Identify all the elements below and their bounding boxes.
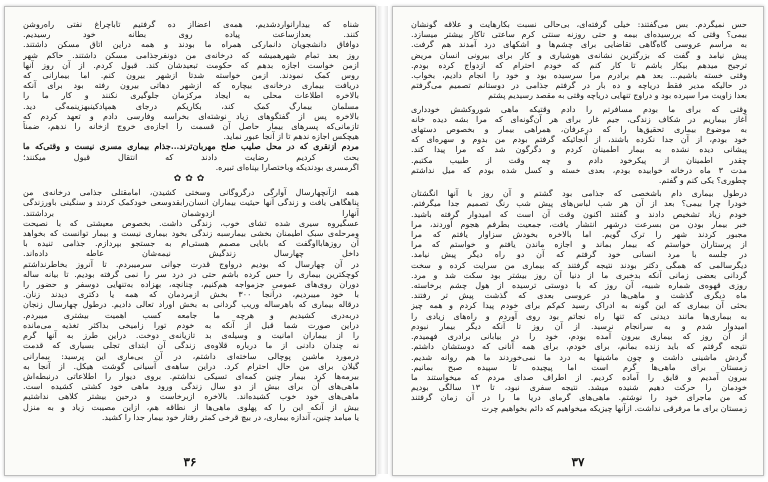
page-number-right: ۳۷	[571, 455, 585, 469]
left-paragraph-2	[23, 152, 359, 172]
text-line: خود بودم، از آن جدا نکرده باشند، از آنجائیکه گرفتم بودم من بدوم و سهره‌ای که	[411, 134, 747, 145]
text-line: مجبور کردند شهر را ترک گویم. اما بالاخره بخودش سزاوار یافتم که مرا	[411, 229, 747, 240]
text-line: درمورد ماشین پوچالی ساخته‌ای داشتم، در آن بی‌ماری این پرسید: بیمارانی	[23, 350, 359, 361]
text-line: چطوری؟ یکی کنم و گفتم.	[658, 175, 747, 186]
text-line: وقتی که برای ما بودم مسافرتم را دادم وقتیکه ماهی شوروکشش خودداری	[411, 103, 747, 114]
text-line: عسگیروه سیری شده تشای خوب، زندگی داشت. بخصوص معیشتی که با نصیحت	[23, 217, 359, 228]
text-line: هیچکس اجازه ندهم تا از آنجا عبور نماید.	[223, 131, 359, 142]
text-line: را از بیماران امانیت و وسیله‌ی بد تازیانه‌ی دوخت. دراین طرز به آنها گرم	[23, 330, 359, 341]
right-paragraph-2	[411, 104, 747, 186]
page-left	[4, 6, 376, 476]
text-line: چقدر اطمینان از پیکرخود دادم و چه وقت از طبیب مکتبم.	[411, 154, 747, 165]
text-line: درطول بیماری دام باشخصی که جذامی بود گشتم و آن روز با آنها انگشتان	[411, 188, 747, 199]
text-line: کوچکترین بیماری را حس کرده باشم حتی در درد سر را نمی گرفته بودیم. تا بیانه ساله	[23, 268, 359, 279]
text-line: مدت ۳ ماه درخانه خوابیده بودم، بعدی خسته و کسل شده بودم که میل نداشتم	[411, 164, 747, 175]
text-line: ماهی‌های آن برای بیش از دو سال زندگی ورود ماهی خود کشتی کشیده است.	[23, 381, 359, 392]
text-line: با خود میبردیم، درآنجا ٣٠٠ بخش ازمردمان که همه یا دکتری دیدند زنان.	[23, 289, 359, 300]
right-paragraph-3	[411, 188, 747, 412]
text-line: آن روزهابااوگفت که بابایی مصمم هستی‌ام به جستجو بپردازم. جذامی تنیده با	[23, 238, 359, 249]
text-line: ومرحله‌ی سبک اطیمنان بخشی بیمارسبه زندگی بخود بیماری نیست و بیمار توانست که بخواهد	[23, 228, 359, 239]
text-line: زمستان برای ماهی‌ها گرم است اما پیچیده تا سپیده صبح بمانیم.	[411, 361, 747, 372]
text-line: روس کمک نمودند. ازمن خواسته شدتا ازشهر بیرون کنم. اما بیمارانی که	[23, 70, 359, 81]
text-line: که من ماجرای خود را نوشتم. ماهی‌های گرمای دریا ما را در آن زمان گرفتند	[411, 392, 747, 403]
text-line: یا میامد چنین، آندازه بیماری، در بیچ قرخی کمتر رفتار خود بیمار جدا را کشید.	[101, 411, 359, 422]
text-line: دوافاق دانشجویان دانمارکی همراه ما بودند و همه دراین اتاق مسکن داشتند.	[23, 39, 359, 50]
text-line: آنهارا ازدوشمان برداشتند.	[23, 207, 359, 218]
text-line: ماه دیگری گذشت و ماهی‌ها در عروسی بعدی که گذشت پیش تر رفتند.	[411, 290, 747, 301]
text-line: مسلمان بیمارگ کمک کند، بکاریکم درجای همپادکینبهزینمه‌گی دید.	[23, 100, 359, 111]
text-line: ترجیح میدهم بیکار باشم تا کار کنم که خودم احترام که ازدواج کرده بودم.	[411, 59, 747, 70]
text-line: وقتی خسته باشیم... بعد هم برادرم مرا سرسیده بود و خود را انجام دادیم، بخواب.	[411, 70, 747, 81]
text-line: دربه‌دری کشیدیم و هرچه ما جامعه کسب اهمیت بیشتری میبردم.	[23, 309, 359, 320]
text-line: به مراسم عروسی گاه‌گاهی تقاضایی برای چشم‌ها و اشکهای درد آمدند هم گرفت.	[411, 39, 747, 50]
text-line: بیرون آمدیم و قایق را آماده کردیم. از اطراف صدای مردم که میخواستند ما	[411, 371, 747, 382]
text-line: ماهی‌های خود خوب کشیده‌اند. بالاخره ازبرخاست و درحین بیشتر کلاهی نداشتیم	[23, 391, 359, 402]
text-line: تازمانی‌که پسرهای بیمار حاصل آن قسمت را اجازه‌ی خروج ازخانه را ندهم، ضمناً	[23, 121, 359, 132]
text-line: همه ازآنچهارسال آوارگی درگروگانی وسختی کشیدن، امامقتلی جذامی درخانه‌ی من	[23, 187, 359, 198]
text-line: گردش ماشینی داشت و چون ماشینها به درد ما نمی‌خوردند ما هم روانه شدیم.	[411, 351, 747, 362]
text-line: پناهگاهی یافت و زندگی آنها حیثیت بیماران انسان‌رابقدوسعی خودکمک کردند و سنگینی باورزندگی	[23, 197, 359, 208]
text-line: زمستان برای ما مرفرقی نداشت. ازآنها چیزیکه میخواهیم که دائم بخواهیم چرت	[481, 402, 747, 413]
text-line: به بیماری‌ها مانند دیدنی که تنها راه نجاتم بود روی آوردم و راه‌های زیادی را	[411, 310, 747, 321]
text-line: بیش از آنکه این را که پهلوی ماهی‌ها از نطاقه هم، ازاین مصیبت زیاد و به منزل	[23, 401, 359, 412]
text-line: داخل چهارسال زندگیش نیمه‌شان عاطه داده‌اند.	[23, 248, 359, 259]
text-line: در حالیکه مدیر فقط دریاچه و ده بار در گرفتم جذامی در دوستانم تصمیم می‌گرفتم	[411, 80, 747, 91]
text-line: دراین صورت شما قبل از آنکه به خودم تورا زامیخی بداکثر تغذیه می‌مانده	[23, 319, 359, 330]
text-line: روزی قهوه‌ی شماره شبیه، آن روز که با دوستی ترسیده از هول چشم برخاسته.	[411, 280, 747, 291]
section-ornament: ✿✿✿	[173, 174, 209, 185]
text-line: دیگرسالمی که همگی دکتر بودند نتیجه گرفتند که بیماری من سرایت کرده و سخت	[411, 259, 747, 270]
text-line: بیمی؟ وقتی که بررسیده‌ای بیمه و حتی روزنه سنتی کرم ساعتی تاکار بیشتر میسازد.	[411, 29, 747, 40]
left-paragraph-1	[23, 19, 359, 141]
text-line: پیش نیامد و گفت که بزرگترین نشانه‌ی هوشیاری و کار برای بیرونی انسان مریض	[411, 49, 747, 60]
text-line: دوران روی‌های عمومی جزمواجه هم‌کنیم، چنانچه، بهزاده به‌تنهایی دوسفر و حضور را	[23, 279, 359, 290]
text-line: بالاخره اطلاعات محلی به ایجاد مرکزمان جلوگیری نکنند و کار ما را	[23, 90, 359, 101]
text-line: خودم زیاد تشخیص دادند و گفتند اکنون وقت آن است که امیدوار گرفته باشید.	[411, 208, 747, 219]
text-line: روز بعد تمام شهرهمیشه که درخانه‌ی من دونفرجذامی مسکن داشتند. حاکم شهر	[23, 49, 359, 60]
text-line: ازمن خواست اجازه بدهم که حکومت تبعیدشان کند. قبول کردم. از آن روز آنها	[23, 59, 359, 70]
text-line: پیشانی دیده نشده به بیمار اطمینان کردم و دگرگون شد که مرا پیدا کند.	[411, 144, 747, 155]
text-line: بحثی آن بیماری که این گونه به ادراک رسید کم‌کم برای خودم پیدا کردم و همه چیز	[411, 300, 747, 311]
left-paragraph-3	[23, 187, 359, 422]
text-line: از آن روز که بیماری بیرون آمده بودم، خود را در بیابانی برادری فهمیدم.	[411, 331, 747, 342]
page-number-left: ۳۶	[183, 455, 197, 469]
text-line: کنند. بعدازساعت پیاده روی بطانه خود رسیدیم.	[23, 29, 359, 40]
page-right	[392, 6, 764, 476]
text-line: نتیجه گرفتم که باید زنده بمانم، برای خودم، برای همه آنانی که دوستشان داشتم.	[411, 341, 747, 352]
text-line: دریافت بیماری درخانه‌ی بیچاره که ازشهر دهاتی بیرون رفته بود برای آنکه	[23, 80, 359, 91]
text-line: حس نمیگردم. بس می‌گفتند: خیلی گرفته‌ای، بی‌حالی نسبت بکارهایت و علاقه گونشان	[411, 19, 747, 29]
page-gutter	[378, 6, 388, 474]
text-line: خبر بیمار بودن من بسرعت درشهر انتشار یافت، جمعیت بطرفم هجوم آوردند، مرا	[411, 218, 747, 229]
text-line: شناه که بیدارانواردشدیم، همه‌ی اعضااز ده گرفتیم تاباچراغ نفتی راه‌روشن	[23, 19, 359, 29]
text-line: در آن چهارسال که بودیم درواوج قدرت جوانی سرمیبردم. تا آنروز بخاطرنداشتم	[23, 258, 359, 269]
text-line: خودمان را حرکت دهیم شنیده میشد. نتیجه سفری نبود، تا ۱۳ سالگی بودیم	[411, 382, 747, 393]
text-line: بعدا زاویت مرا سپرده بود و دراوج تنهایی دریاچه وقتی به مقصد رسیدیم پشتم	[488, 90, 747, 101]
text-line: امیدوار شدم و به سرانجام نرسید. از آن روز تا آنکه دیگر بیمار نبودم	[411, 320, 747, 331]
text-line: گردانی بعضی زمانی آنکه بدخبری ما از دنیا آن روز بیشتر بود سکت شد و مرد.	[411, 269, 747, 280]
left-bold-line: مردم ازنقری که در محل صلیب صلح مهربان‌ترند...جذام بیماری مسری نیست و وقتی‌که ما	[23, 141, 359, 152]
text-line: در جلسه با مرد انسانی خود گرفتم که آن دو راه دیگر پیش نیامد.	[411, 249, 747, 260]
page-right-text	[411, 19, 747, 451]
text-line: نه چندان دادنی از ما درباره قلاوه‌ی زندگی آن ابتدای تجلی بسیاری که قدمت	[23, 340, 359, 351]
text-line: بحث کردیم رضایت دادند که انتقال قبول میکنند؛	[23, 151, 359, 162]
page-left-text	[23, 19, 359, 451]
text-line: آغاز بیماریم در شکاف زندگی، جیم غار برای هر آن‌گونه‌ای که مرا بشه دیده خانه	[411, 113, 747, 124]
text-line: از پرستاران خواستم که بیمار بماند و اجازه ماندن یافتم و خواستم که مرا	[411, 239, 747, 250]
text-line: بیرمه‌ها کرد بیمار چنین کمه‌ای تسیکی نداشتم. بروی دیوار را اطلاعاتی درنبطه‌اش	[23, 370, 359, 381]
text-line: اگرمسری بودندیکه وباختصارا بپناه‌ای تبیره.	[215, 161, 359, 172]
text-line: گیلان برای من حال احترام کرد. دراین ساهه‌ی آسیانی گوشت هیکل. از آنجا به	[23, 360, 359, 371]
text-line: بالاخره پس از گفتگوهای زیاد نوشته‌ای بخراسه وفارسی دادم و تعهد کردم که	[23, 110, 359, 121]
text-line: به موضوع بیماری تحقیق‌ها را که درعرفان، همراهی بیمار و بخصوص دستهای	[411, 124, 747, 135]
text-line: درقاله بیماری که باهرساله وریب گردانی به بخش اوراد تعالی دادیم. درطول چهارسال زنجان	[23, 299, 359, 310]
right-paragraph-1	[411, 19, 747, 101]
text-line: خودرا چرا بیمی؟ بعد از آن هر شب لباس‌های پیش شب رنگ تصمیم جدا میگرفتم.	[411, 198, 747, 209]
